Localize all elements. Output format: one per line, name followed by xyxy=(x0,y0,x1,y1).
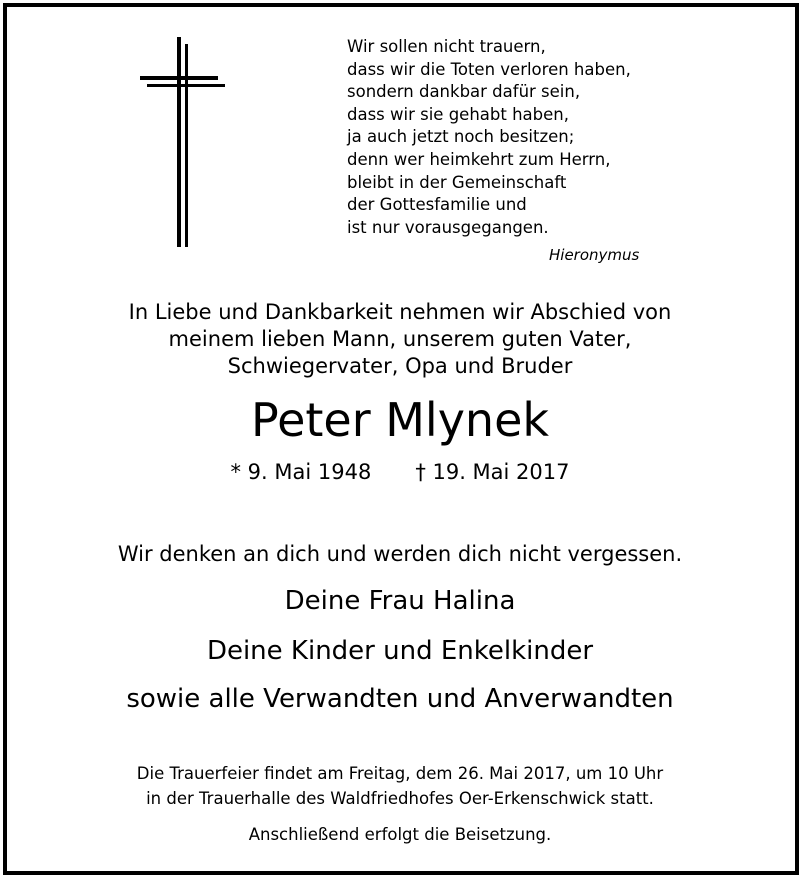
mourner-line: sowie alle Verwandten und Anverwandten xyxy=(126,684,674,714)
poem xyxy=(347,36,631,239)
intro-line: Schwiegervater, Opa und Bruder xyxy=(227,354,573,378)
burial-info: Anschließend erfolgt die Beisetzung. xyxy=(248,825,552,844)
deceased-name: Peter Mlynek xyxy=(250,393,550,447)
poem-line: dass wir sie gehabt haben, xyxy=(347,104,569,124)
life-dates xyxy=(0,458,800,486)
poem-author: Hieronymus xyxy=(549,246,640,264)
poem-line: Wir sollen nicht trauern, xyxy=(347,37,546,56)
ceremony-info xyxy=(0,761,800,811)
birth-date: * 9. Mai 1948 xyxy=(230,460,372,484)
poem-line: sondern dankbar dafür sein, xyxy=(347,82,581,102)
mourner-line: Deine Frau Halina xyxy=(284,586,516,616)
poem-line: ist nur vorausgegangen. xyxy=(347,217,549,237)
poem-line: ja auch jetzt noch besitzen; xyxy=(347,127,575,147)
poem-line: dass wir die Toten verloren haben, xyxy=(347,59,631,79)
intro-line: In Liebe und Dankbarkeit nehmen wir Abschied von xyxy=(128,300,672,324)
intro-line: meinem lieben Mann, unserem guten Vater, xyxy=(168,327,632,351)
ceremony-line: Die Trauerfeier findet am Freitag, dem 26. Mai 2017, um 10 Uhr xyxy=(136,764,664,783)
ceremony-line: in der Trauerhalle des Waldfriedhofes Oer-Erkenschwick statt. xyxy=(146,789,654,808)
poem-line: der Gottesfamilie und xyxy=(347,195,527,215)
death-date: † 19. Mai 2017 xyxy=(415,460,570,484)
intro-text xyxy=(0,299,800,380)
poem-line: bleibt in der Gemeinschaft xyxy=(347,172,567,192)
poem-line: denn wer heimkehrt zum Herrn, xyxy=(347,149,611,169)
farewell-text: Wir denken an dich und werden dich nicht vergessen. xyxy=(117,542,683,566)
mourner-line: Deine Kinder und Enkelkinder xyxy=(206,636,594,666)
